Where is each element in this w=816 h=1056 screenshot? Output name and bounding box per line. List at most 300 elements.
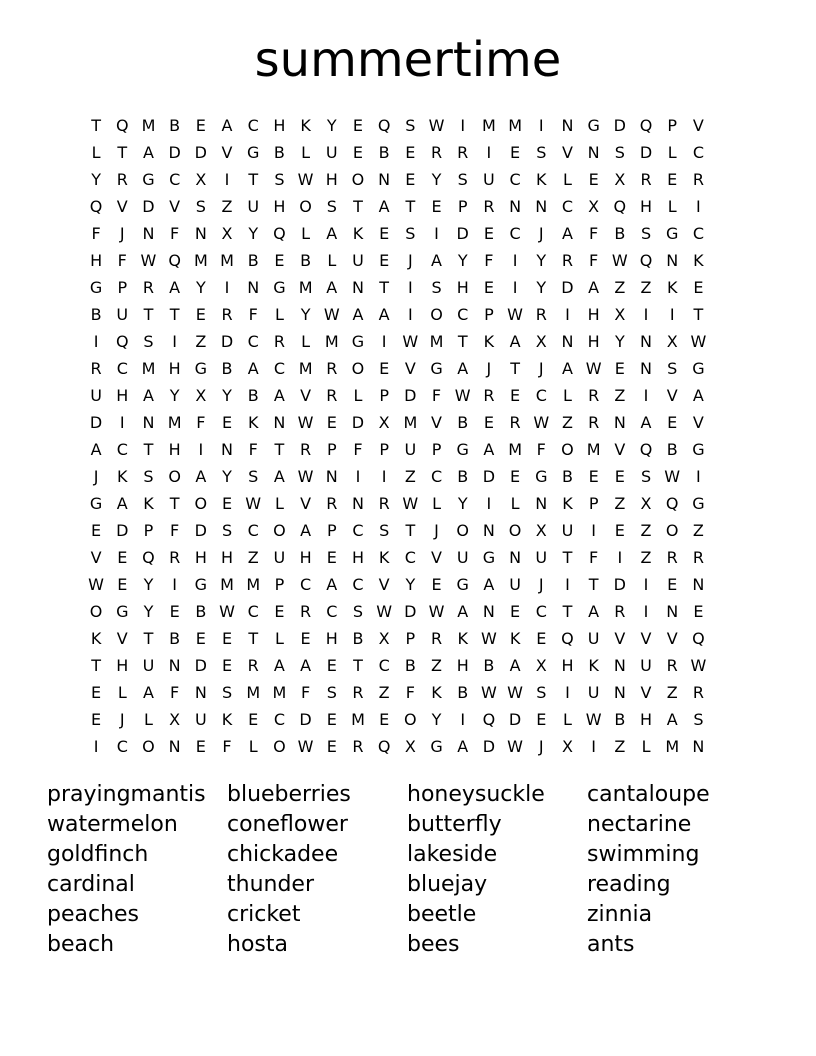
- grid-letter: R: [692, 548, 704, 567]
- grid-letter: E: [195, 737, 206, 756]
- grid-letter: U: [325, 143, 338, 162]
- grid-letter: R: [300, 440, 312, 459]
- grid-letter: V: [300, 494, 312, 513]
- grid-letter: Z: [614, 386, 626, 405]
- grid-letter: Z: [640, 278, 652, 297]
- grid-letter: Q: [168, 251, 181, 270]
- grid-letter: M: [508, 116, 522, 135]
- grid-letter: E: [431, 575, 442, 594]
- grid-letter: H: [587, 305, 600, 324]
- grid-letter: T: [248, 170, 259, 189]
- grid-letter: I: [512, 278, 518, 297]
- grid-letter: Z: [195, 332, 207, 351]
- grid-row: [83, 679, 712, 706]
- word-list-item: chickadee: [227, 842, 339, 867]
- grid-letter: E: [588, 170, 599, 189]
- grid-letter: D: [351, 413, 365, 432]
- grid-letter: J: [119, 710, 125, 729]
- grid-letter: I: [643, 305, 649, 324]
- grid-letter: N: [194, 224, 207, 243]
- grid-letter: E: [117, 575, 128, 594]
- grid-letter: Z: [561, 413, 573, 432]
- word-list-item: nectarine: [587, 812, 692, 837]
- grid-letter: M: [324, 332, 339, 351]
- grid-letter: I: [172, 332, 178, 351]
- grid-row: [83, 409, 712, 436]
- grid-letter: F: [300, 683, 311, 702]
- grid-letter: L: [301, 332, 311, 351]
- grid-letter: R: [535, 305, 547, 324]
- grid-letter: P: [484, 305, 494, 324]
- grid-letter: E: [274, 602, 285, 621]
- grid-letter: E: [405, 143, 416, 162]
- grid-letter: B: [561, 467, 573, 486]
- grid-letter: L: [353, 386, 363, 405]
- grid-letter: I: [696, 197, 701, 216]
- grid-letter: A: [300, 656, 312, 675]
- grid-letter: K: [431, 683, 442, 702]
- grid-letter: X: [221, 224, 233, 243]
- grid-letter: B: [457, 467, 469, 486]
- grid-letter: C: [326, 602, 338, 621]
- grid-letter: V: [692, 413, 704, 432]
- grid-letter: V: [431, 548, 442, 567]
- grid-letter: B: [378, 143, 390, 162]
- grid-letter: M: [272, 683, 287, 702]
- grid-letter: T: [117, 143, 128, 162]
- grid-letter: R: [692, 683, 704, 702]
- grid-letter: R: [666, 656, 678, 675]
- grid-letter: W: [585, 710, 602, 729]
- grid-letter: U: [142, 656, 155, 675]
- grid-letter: Q: [613, 197, 627, 216]
- grid-letter: E: [510, 143, 521, 162]
- grid-letter: J: [538, 359, 544, 378]
- grid-letter: E: [693, 602, 704, 621]
- grid-letter: N: [666, 251, 679, 270]
- grid-letter: U: [116, 305, 129, 324]
- grid-letter: R: [378, 494, 390, 513]
- grid-letter: F: [589, 224, 599, 243]
- grid-letter: M: [220, 575, 234, 594]
- grid-letter: O: [665, 521, 679, 540]
- grid-letter: J: [93, 467, 99, 486]
- grid-letter: V: [404, 359, 416, 378]
- grid-letter: L: [301, 224, 311, 243]
- grid-letter: P: [379, 440, 389, 459]
- grid-letter: B: [247, 251, 259, 270]
- grid-letter: C: [116, 737, 128, 756]
- grid-letter: V: [640, 629, 652, 648]
- grid-letter: S: [405, 224, 416, 243]
- grid-letter: N: [482, 521, 495, 540]
- grid-letter: R: [352, 737, 364, 756]
- grid-letter: B: [483, 656, 495, 675]
- grid-letter: O: [561, 440, 574, 459]
- grid-letter: Y: [195, 278, 206, 297]
- grid-letter: E: [379, 359, 390, 378]
- grid-letter: K: [117, 467, 128, 486]
- grid-letter: U: [535, 548, 548, 567]
- grid-letter: E: [352, 116, 364, 135]
- grid-letter: R: [142, 278, 155, 297]
- grid-letter: A: [483, 575, 495, 594]
- grid-letter: Q: [482, 710, 496, 729]
- grid-letter: N: [640, 332, 653, 351]
- grid-letter: Y: [222, 467, 232, 486]
- grid-letter: T: [274, 440, 285, 459]
- grid-letter: E: [483, 224, 494, 243]
- grid-letter: W: [585, 359, 602, 378]
- grid-row: [83, 625, 712, 652]
- grid-letter: I: [696, 467, 701, 486]
- grid-letter: A: [300, 521, 312, 540]
- grid-letter: C: [561, 197, 574, 216]
- grid-letter: I: [538, 116, 544, 135]
- grid-letter: A: [457, 359, 469, 378]
- grid-letter: M: [586, 440, 601, 459]
- grid-letter: E: [510, 602, 521, 621]
- grid-letter: X: [614, 305, 626, 324]
- grid-letter: R: [221, 305, 233, 324]
- grid-letter: G: [89, 494, 103, 513]
- grid-letter: H: [456, 656, 469, 675]
- grid-letter: B: [195, 602, 207, 621]
- grid-letter: F: [484, 251, 494, 270]
- grid-letter: Y: [143, 575, 154, 594]
- grid-letter: B: [90, 305, 102, 324]
- grid-row: [83, 112, 712, 139]
- grid-letter: H: [640, 197, 653, 216]
- grid-letter: H: [90, 251, 103, 270]
- grid-letter: K: [588, 656, 599, 675]
- grid-letter: G: [666, 224, 679, 243]
- grid-letter: C: [457, 305, 469, 324]
- grid-letter: N: [482, 602, 495, 621]
- grid-letter: G: [456, 575, 469, 594]
- grid-letter: Y: [222, 386, 232, 405]
- grid-letter: A: [561, 224, 573, 243]
- grid-row: [83, 355, 712, 382]
- grid-letter: W: [611, 251, 628, 270]
- grid-letter: F: [91, 224, 101, 243]
- grid-letter: A: [509, 332, 521, 351]
- grid-letter: I: [460, 710, 466, 729]
- grid-letter: D: [508, 710, 522, 729]
- grid-letter: T: [588, 575, 599, 594]
- grid-letter: E: [326, 710, 337, 729]
- grid-row: [83, 571, 712, 598]
- grid-letter: I: [355, 467, 361, 486]
- grid-letter: W: [297, 737, 314, 756]
- grid-letter: X: [404, 737, 416, 756]
- grid-letter: F: [589, 251, 599, 270]
- grid-letter: S: [352, 602, 364, 621]
- grid-letter: G: [247, 143, 260, 162]
- grid-letter: S: [221, 521, 233, 540]
- grid-letter: F: [170, 224, 180, 243]
- page-title: summertime: [254, 32, 562, 88]
- grid-letter: G: [142, 170, 155, 189]
- grid-row: [83, 247, 712, 274]
- grid-letter: E: [300, 629, 311, 648]
- grid-letter: N: [509, 548, 522, 567]
- grid-letter: W: [690, 656, 707, 675]
- grid-letter: V: [90, 548, 102, 567]
- grid-letter: N: [247, 278, 260, 297]
- grid-letter: F: [431, 386, 442, 405]
- grid-letter: U: [587, 683, 600, 702]
- grid-letter: J: [407, 251, 413, 270]
- grid-letter: I: [643, 602, 649, 621]
- grid-letter: O: [508, 521, 522, 540]
- word-list-item: beach: [47, 932, 115, 957]
- grid-letter: M: [220, 251, 234, 270]
- grid-letter: E: [195, 305, 206, 324]
- grid-letter: P: [117, 278, 128, 297]
- grid-letter: I: [486, 494, 492, 513]
- grid-letter: H: [221, 548, 234, 567]
- grid-letter: K: [247, 413, 259, 432]
- grid-letter: R: [588, 386, 600, 405]
- grid-letter: Q: [89, 197, 103, 216]
- grid-letter: F: [536, 440, 546, 459]
- grid-letter: J: [434, 521, 439, 540]
- word-list-item: lakeside: [407, 842, 498, 867]
- grid-letter: E: [379, 710, 390, 729]
- grid-letter: V: [692, 116, 704, 135]
- grid-letter: V: [666, 629, 678, 648]
- grid-letter: R: [90, 359, 102, 378]
- grid-letter: V: [300, 386, 312, 405]
- grid-row: [83, 301, 712, 328]
- grid-letter: Z: [614, 737, 626, 756]
- grid-row: [83, 733, 712, 760]
- grid-letter: W: [507, 305, 523, 324]
- grid-letter: K: [378, 548, 390, 567]
- grid-letter: U: [194, 710, 207, 729]
- grid-letter: T: [169, 494, 180, 513]
- grid-letter: E: [431, 197, 442, 216]
- grid-letter: Q: [639, 440, 653, 459]
- grid-letter: V: [614, 629, 626, 648]
- grid-letter: L: [327, 251, 337, 270]
- grid-letter: W: [428, 116, 445, 135]
- grid-letter: N: [666, 602, 679, 621]
- grid-letter: H: [116, 386, 129, 405]
- grid-letter: E: [326, 548, 337, 567]
- grid-letter: J: [538, 575, 544, 594]
- grid-letter: R: [169, 548, 181, 567]
- grid-letter: E: [693, 278, 704, 297]
- word-list-item: honeysuckle: [407, 782, 545, 807]
- grid-letter: D: [613, 116, 626, 135]
- word-list-item: cricket: [227, 902, 301, 927]
- grid-letter: P: [457, 197, 468, 216]
- grid-letter: W: [140, 251, 157, 270]
- grid-letter: B: [457, 683, 469, 702]
- grid-letter: A: [90, 440, 102, 459]
- grid-letter: Z: [614, 278, 626, 297]
- grid-letter: S: [405, 116, 416, 135]
- grid-row: [83, 382, 712, 409]
- grid-letter: C: [247, 521, 259, 540]
- grid-letter: M: [246, 575, 261, 594]
- grid-letter: L: [301, 143, 311, 162]
- grid-letter: W: [297, 413, 314, 432]
- grid-letter: C: [535, 602, 547, 621]
- grid-letter: K: [562, 494, 573, 513]
- grid-letter: N: [613, 656, 626, 675]
- grid-letter: Y: [169, 386, 180, 405]
- grid-letter: A: [666, 710, 678, 729]
- grid-letter: I: [643, 386, 649, 405]
- grid-letter: H: [456, 278, 469, 297]
- grid-letter: M: [298, 359, 313, 378]
- grid-letter: S: [274, 170, 285, 189]
- grid-letter: E: [405, 170, 416, 189]
- grid-row: [83, 652, 712, 679]
- grid-letter: Z: [221, 197, 233, 216]
- grid-letter: K: [509, 629, 521, 648]
- grid-letter: B: [614, 224, 626, 243]
- grid-letter: A: [378, 197, 390, 216]
- grid-letter: Z: [666, 683, 678, 702]
- grid-letter: I: [565, 575, 570, 594]
- grid-letter: K: [352, 224, 364, 243]
- grid-letter: S: [667, 359, 678, 378]
- grid-letter: A: [142, 143, 154, 162]
- grid-letter: G: [482, 548, 496, 567]
- grid-letter: H: [587, 332, 600, 351]
- grid-letter: E: [614, 359, 625, 378]
- grid-letter: T: [353, 656, 363, 675]
- word-list-item: bees: [407, 932, 460, 957]
- grid-letter: I: [93, 737, 99, 756]
- grid-letter: V: [221, 143, 233, 162]
- grid-letter: S: [248, 467, 259, 486]
- grid-letter: R: [457, 143, 469, 162]
- grid-letter: Q: [377, 737, 391, 756]
- grid-letter: S: [457, 170, 468, 189]
- grid-letter: H: [116, 656, 129, 675]
- grid-letter: Q: [115, 332, 129, 351]
- word-list-item: peaches: [47, 902, 140, 927]
- word-list-item: coneflower: [227, 812, 348, 837]
- grid-letter: I: [669, 305, 675, 324]
- grid-letter: X: [666, 332, 678, 351]
- grid-letter: M: [141, 116, 156, 135]
- grid-letter: N: [351, 494, 364, 513]
- grid-letter: C: [692, 224, 704, 243]
- grid-letter: Y: [143, 602, 154, 621]
- grid-letter: O: [168, 467, 181, 486]
- grid-letter: M: [167, 413, 182, 432]
- grid-letter: L: [274, 629, 284, 648]
- grid-letter: Q: [692, 629, 705, 648]
- grid-letter: E: [352, 143, 364, 162]
- grid-letter: K: [143, 494, 154, 513]
- grid-letter: R: [300, 602, 312, 621]
- grid-letter: Q: [639, 116, 653, 135]
- grid-letter: W: [507, 683, 523, 702]
- grid-letter: E: [221, 494, 233, 513]
- grid-letter: K: [693, 251, 704, 270]
- grid-letter: Q: [115, 116, 129, 135]
- grid-letter: O: [142, 737, 155, 756]
- grid-letter: B: [457, 413, 469, 432]
- grid-letter: S: [536, 143, 547, 162]
- word-column: [587, 780, 767, 960]
- grid-letter: A: [195, 467, 207, 486]
- word-list-item: hosta: [227, 932, 288, 957]
- grid-letter: I: [224, 278, 230, 297]
- grid-letter: I: [512, 251, 518, 270]
- grid-letter: A: [169, 278, 181, 297]
- grid-letter: V: [169, 197, 181, 216]
- grid-letter: Q: [142, 548, 155, 567]
- grid-letter: V: [666, 386, 678, 405]
- grid-letter: H: [561, 656, 574, 675]
- grid-letter: O: [89, 602, 103, 621]
- grid-letter: W: [402, 494, 419, 513]
- grid-letter: I: [198, 440, 204, 459]
- grid-letter: I: [381, 467, 387, 486]
- grid-letter: F: [196, 413, 206, 432]
- grid-letter: K: [666, 278, 678, 297]
- grid-letter: C: [404, 548, 416, 567]
- grid-letter: Y: [457, 251, 468, 270]
- grid-letter: W: [297, 170, 314, 189]
- grid-letter: A: [116, 494, 128, 513]
- grid-letter: B: [169, 629, 181, 648]
- grid-letter: P: [431, 440, 442, 459]
- grid-letter: I: [486, 143, 492, 162]
- grid-letter: T: [143, 305, 154, 324]
- grid-letter: I: [460, 116, 466, 135]
- grid-letter: G: [273, 278, 286, 297]
- grid-letter: R: [640, 170, 652, 189]
- word-list: [47, 780, 767, 960]
- grid-letter: A: [326, 575, 338, 594]
- grid-letter: Q: [639, 251, 653, 270]
- grid-letter: N: [613, 413, 626, 432]
- grid-letter: L: [248, 737, 258, 756]
- grid-letter: Y: [614, 332, 625, 351]
- grid-letter: K: [457, 629, 468, 648]
- grid-letter: V: [116, 197, 128, 216]
- grid-letter: C: [247, 332, 259, 351]
- grid-letter: A: [561, 359, 573, 378]
- grid-letter: M: [193, 251, 208, 270]
- grid-letter: Z: [640, 548, 652, 567]
- grid-letter: A: [326, 278, 338, 297]
- grid-letter: A: [352, 305, 364, 324]
- grid-letter: E: [248, 710, 259, 729]
- grid-letter: W: [507, 737, 523, 756]
- grid-letter: I: [119, 413, 125, 432]
- grid-letter: L: [274, 305, 284, 324]
- grid-letter: K: [536, 170, 547, 189]
- grid-letter: S: [614, 143, 625, 162]
- grid-letter: H: [168, 440, 181, 459]
- grid-letter: K: [221, 710, 233, 729]
- grid-letter: D: [194, 521, 207, 540]
- grid-letter: W: [88, 575, 104, 594]
- grid-letter: B: [247, 386, 259, 405]
- grid-letter: M: [665, 737, 680, 756]
- word-list-item: reading: [587, 872, 671, 897]
